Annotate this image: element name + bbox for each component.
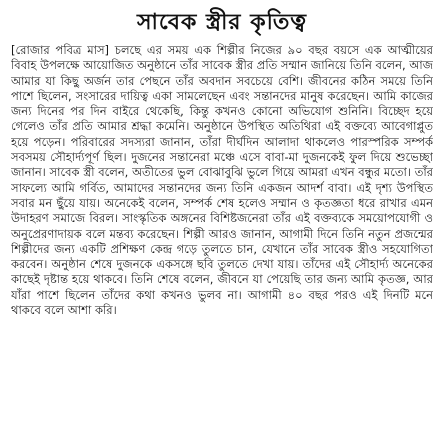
article-headline: সাবেক স্ত্রীর কৃতিত্ব: [136, 9, 308, 35]
headline-row: [11, 6, 433, 40]
article-body: [রোজার পবিত্র মাস] চলছে এর সময় এক শিল্পীর নিজের ৯০ বছর বয়সে এক আত্মীয়ের বিবাহ উপলক্ষে আয়োজিত অনুষ্ঠানে তাঁর সাবেক স্ত্রীর প্রতি সম্মান জানিয়ে তিনি বলেন, আজ আমার যা কিছু অর্জন তার পেছনে তাঁর অবদান সবচেয়ে বেশি। জীবনের কঠিন সময়ে তিনি পাশে ছিলেন, সংসারের দায়িত্ব একা সামলেছেন এবং সন্তানদের মানুষ করেছেন। আমি কাজের জন্য দিনের পর দিন বাইরে থেকেছি, কিন্তু কখনও কোনো অভিযোগ শুনিনি। বিচ্ছেদ হয়ে গেলেও তাঁর প্রতি আমার শ্রদ্ধা কমেনি। অনুষ্ঠানে উপস্থিত অতিথিরা এই বক্তব্যে আবেগাপ্লুত হয়ে পড়েন। পরিবারের সদস্যরা জানান, তাঁরা দীর্ঘদিন আলাদা থাকলেও পারস্পরিক সম্পর্ক সবসময় সৌহার্দ্যপূর্ণ ছিল। দুজনের সন্তানেরা মঞ্চে এসে বাবা-মা দুজনকেই ফুল দিয়ে শুভেচ্ছা জানান। সাবেক স্ত্রী বলেন, অতীতের ভুল বোঝাবুঝি ভুলে গিয়ে আমরা এখন বন্ধুর মতো। তাঁর সাফল্যে আমি গর্বিত, আমাদের সন্তানদের জন্য তিনি একজন আদর্শ বাবা। এই দৃশ্য উপস্থিত সবার মন ছুঁয়ে যায়। অনেকেই বলেন, সম্পর্ক শেষ হলেও সম্মান ও কৃতজ্ঞতা ধরে রাখার এমন উদাহরণ সমাজে বিরল। সাংস্কৃতিক অঙ্গনের বিশিষ্টজনেরা তাঁর এই বক্তব্যকে সময়োপযোগী ও অনুপ্রেরণাদায়ক বলে মন্তব্য করেছেন। শিল্পী আরও জানান, আগামী দিনে তিনি নতুন প্রজন্মের শিল্পীদের জন্য একটি প্রশিক্ষণ কেন্দ্র গড়ে তুলতে চান, যেখানে তাঁর সাবেক স্ত্রীও সহযোগিতা করবেন। অনুষ্ঠান শেষে দুজনকে একসঙ্গে ছবি তুলতে দেখা যায়। তাঁদের এই সৌহার্দ্য অনেকের কাছেই দৃষ্টান্ত হয়ে থাকবে। তিনি শেষে বলেন, জীবনে যা পেয়েছি তার জন্য আমি কৃতজ্ঞ, আর যাঁরা পাশে ছিলেন তাঁদের কথা কখনও ভুলব না। আগামী ৪০ বছর পরও এই দিনটি মনে থাকবে বলে আশা করি।: [11, 43, 433, 318]
